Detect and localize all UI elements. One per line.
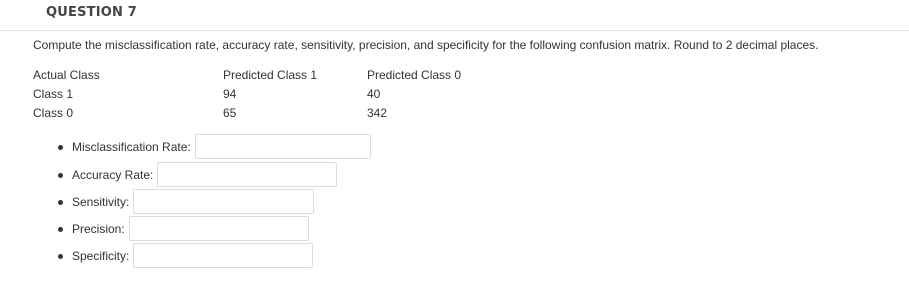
matrix-cell-class1-pred1: 94: [223, 87, 237, 101]
list-item: [58, 216, 309, 241]
list-item: [58, 189, 314, 214]
matrix-cell-class0-pred1: 65: [223, 106, 237, 120]
matrix-cell-class0-pred0: 342: [367, 106, 388, 120]
sensitivity-input[interactable]: [133, 189, 314, 214]
list-item: [58, 243, 313, 268]
list-item: [58, 134, 371, 159]
specificity-label: Specificity:: [72, 248, 130, 263]
list-item: [58, 162, 337, 187]
matrix-cell-class1-pred0: 40: [367, 87, 381, 101]
question-text: Compute the misclassification rate, accuracy rate, sensitivity, precision, and specificity for the following confusion matrix. Round to 2 decimal places.: [33, 38, 819, 52]
matrix-header-predicted-0: Predicted Class 0: [367, 68, 462, 82]
matrix-header-actual: Actual Class: [33, 68, 100, 82]
bullet-icon: [58, 227, 63, 232]
matrix-row-label-class-1: Class 1: [33, 87, 74, 101]
bullet-icon: [58, 200, 63, 205]
specificity-input[interactable]: [133, 243, 313, 268]
accuracy-rate-input[interactable]: [157, 162, 337, 187]
misclassification-rate-label: Misclassification Rate:: [72, 139, 191, 154]
misclassification-rate-input[interactable]: [195, 134, 371, 159]
sensitivity-label: Sensitivity:: [72, 194, 130, 209]
question-header: [0, 0, 909, 31]
precision-label: Precision:: [72, 221, 125, 236]
matrix-row-label-class-0: Class 0: [33, 106, 74, 120]
accuracy-rate-label: Accuracy Rate:: [72, 167, 154, 182]
question-title: QUESTION 7: [46, 5, 138, 20]
bullet-icon: [58, 173, 63, 178]
bullet-icon: [58, 145, 63, 150]
bullet-icon: [58, 254, 63, 259]
precision-input[interactable]: [129, 216, 309, 241]
matrix-header-predicted-1: Predicted Class 1: [223, 68, 318, 82]
